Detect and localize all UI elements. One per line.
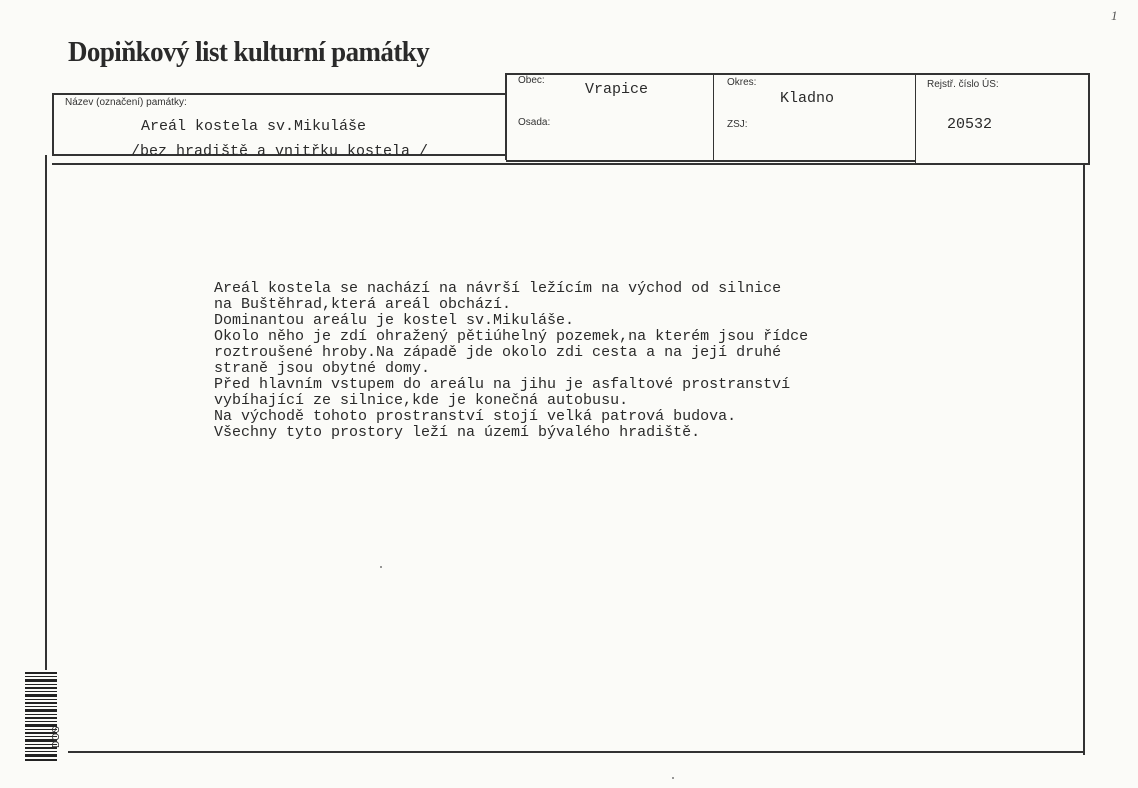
text-line: Areál kostela se nachází na návrší ležícím na východ od silnice <box>214 280 782 297</box>
scan-speck <box>672 777 674 779</box>
okres-label: Okres: <box>727 77 757 88</box>
description-text <box>214 281 808 441</box>
text-line: Na východě tohoto prostranství stojí velká patrová budova. <box>214 408 737 425</box>
text-line: Před hlavním vstupem do areálu na jihu je asfaltové prostranství <box>214 376 791 393</box>
zsj-label: ZSJ: <box>727 119 748 130</box>
frame-left <box>45 155 47 753</box>
reg-number-label: Rejstř. číslo ÚS: <box>927 79 999 90</box>
text-line: vybíhající ze silnice,kde je konečná autobusu. <box>214 392 629 409</box>
frame-right <box>1083 165 1085 755</box>
osada-label: Osada: <box>518 117 551 128</box>
page-number: 1 <box>1111 8 1118 23</box>
scan-speck <box>380 566 382 568</box>
text-line: Okolo něho je zdí ohražený pětiúhelný pozemek,na kterém jsou řídce <box>214 328 809 345</box>
barcode <box>24 670 58 762</box>
monument-name-note: /bez hradiště a vnitřku kostela / <box>131 144 429 156</box>
okres-value: Kladno <box>780 90 835 107</box>
frame-top <box>52 163 1090 165</box>
text-line: roztroušené hroby.Na západě jde okolo zdi cesta a na její druhé <box>214 344 782 361</box>
text-line: straně jsou obytné domy. <box>214 360 431 377</box>
monument-name: Areál kostela sv.Mikuláše <box>141 118 367 135</box>
text-line: Všechny tyto prostory leží na území bývalého hradiště. <box>214 424 701 441</box>
obec-label: Obec: <box>518 75 545 86</box>
archive-code: DOS <box>51 726 62 748</box>
text-line: Dominantou areálu je kostel sv.Mikuláše. <box>214 312 575 329</box>
frame-bottom <box>68 751 1085 753</box>
reg-number-value: 20532 <box>947 116 993 133</box>
form-title: Dopiňkový list kulturní památky <box>68 36 430 68</box>
text-line: na Buštěhrad,která areál obchází. <box>214 296 512 313</box>
obec-value: Vrapice <box>585 81 649 98</box>
name-label: Název (označení) památky: <box>65 97 187 108</box>
